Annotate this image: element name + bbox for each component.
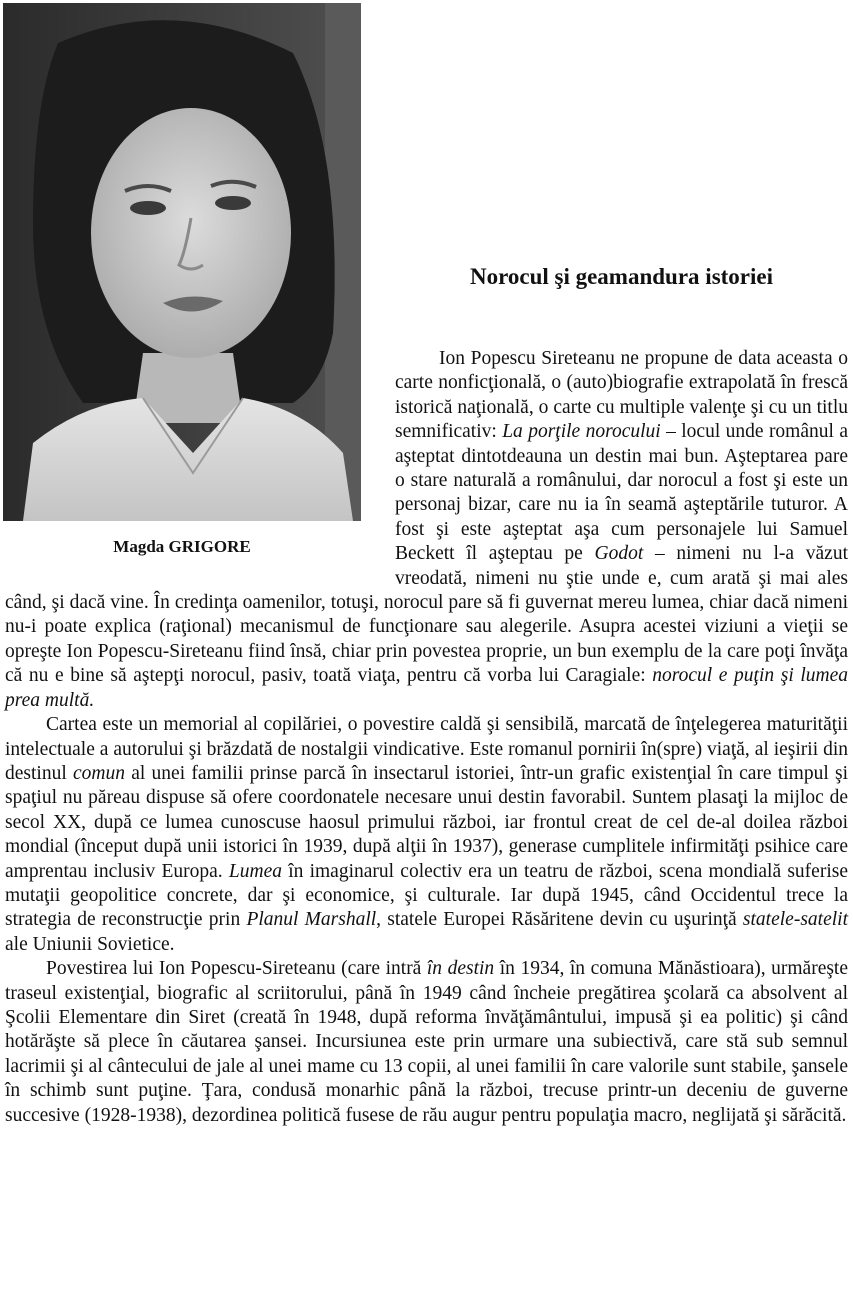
photo-caption: Magda GRIGORE	[113, 537, 251, 556]
paragraph-1: Ion Popescu Sireteanu ne propune de data aceasta o carte nonficţională, o (auto)biografie extrapolată în frescă istorică naţională, o carte cu multiple valenţe şi cu un titlu semnificativ: La porţile norocului – locul unde românul a aşteptat dintotdeauna un destin mai bun. Aşteptarea pare o stare naturală a românului, dar norocul a fost şi este un personaj bizar, care nu ia în seamă aşteptările tuturor. A fost şi este aşteptat aşa cum personajele lui Samuel Beckett îl aşteptau pe Godot – nimeni nu l-a văzut vreodată, nimeni nu ştie unde e, cum arată şi mai ales când, şi dacă vine. În credinţa oamenilor, totuşi, norocul pare să fi guvernat mereu lumea, chiar dacă nimeni nu-i poate explica (raţional) mecanismul de funcţionare sau alegerile. Asupra acestei viziuni a vieţii se opreşte Ion Popescu-Sireteanu fiind însă, chiar prin povestea proprie, un bun exemplu de la care poţi învăţa că nu e bine să aştepţi norocul, pasiv, toată viaţa, pentru că vorba lui Caragiale: norocul e puţin şi lumea prea multă.	[5, 348, 849, 711]
article-body	[5, 347, 848, 1128]
paragraph-2: Cartea este un memorial al copilăriei, o povestire caldă şi sensibilă, marcată de înţelegerea maturităţii intelectuale a autorului şi brăzdată de nostalgii vindicative. Este romanul pornirii în(spre) viaţă, al ieşirii din destinul comun al unei familii prinse parcă în insectarul istoriei, într-un grafic existenţial în care timpul şi spaţiul nu păreau dispuse să ofere coordonatele necesare unui destin favorabil. Suntem plasaţi la mijloc de secol XX, după ce lumea cunoscuse haosul primului război, iar frontul creat de cel de-al doilea război mondial (început după unii istorici în 1939, după alţii în 1937), generase cumplitele infirmităţi psihice care amprentau inclusiv Europa. Lumea în imaginarul colectiv era un teatru de război, scena mondială suferise mutaţii geopolitice concrete, dar şi economice, şi culturale. Iar după 1945, când Occidentul trece la strategia de reconstrucţie prin Planul Marshall, statele Europei Răsăritene devin cu uşurinţă statele-satelit ale Uniunii Sovietice.	[5, 714, 849, 955]
caragiale-quote: norocul e puţin şi lumea prea multă.	[5, 665, 848, 711]
photo-float-spacer	[5, 347, 395, 586]
book-title: La porţile norocului	[502, 421, 661, 443]
godot-reference: Godot	[594, 543, 644, 565]
paragraph-3: Povestirea lui Ion Popescu-Sireteanu (care intră în destin în 1934, în comuna Mănăstioara), urmăreşte traseul existenţial, biografic al scriitorului, până în 1949 când încheie pregătirea şcolară ca absolvent al Şcolii Elementare din Siret (creată în 1948, după reforma învăţământului, impusă şi ea politic) şi când hotărăşte să plece în căutarea şansei. Incursiunea este prin urmare una subiectivă, care stă sub semnul lacrimii şi al cântecului de jale al unei mame cu 13 copii, al unei familii în care valorile sunt stabile, şansele în schimb sunt puţine. Ţara, condusă monarhic până la război, trecuse printr-un deceniu de guverne succesive (1928-1938), dezordinea politică fusese de rău augur pentru populaţia macro, neglijată şi sărăcită.	[5, 958, 849, 1126]
article-title: Norocul şi geamandura istoriei	[469, 264, 774, 289]
